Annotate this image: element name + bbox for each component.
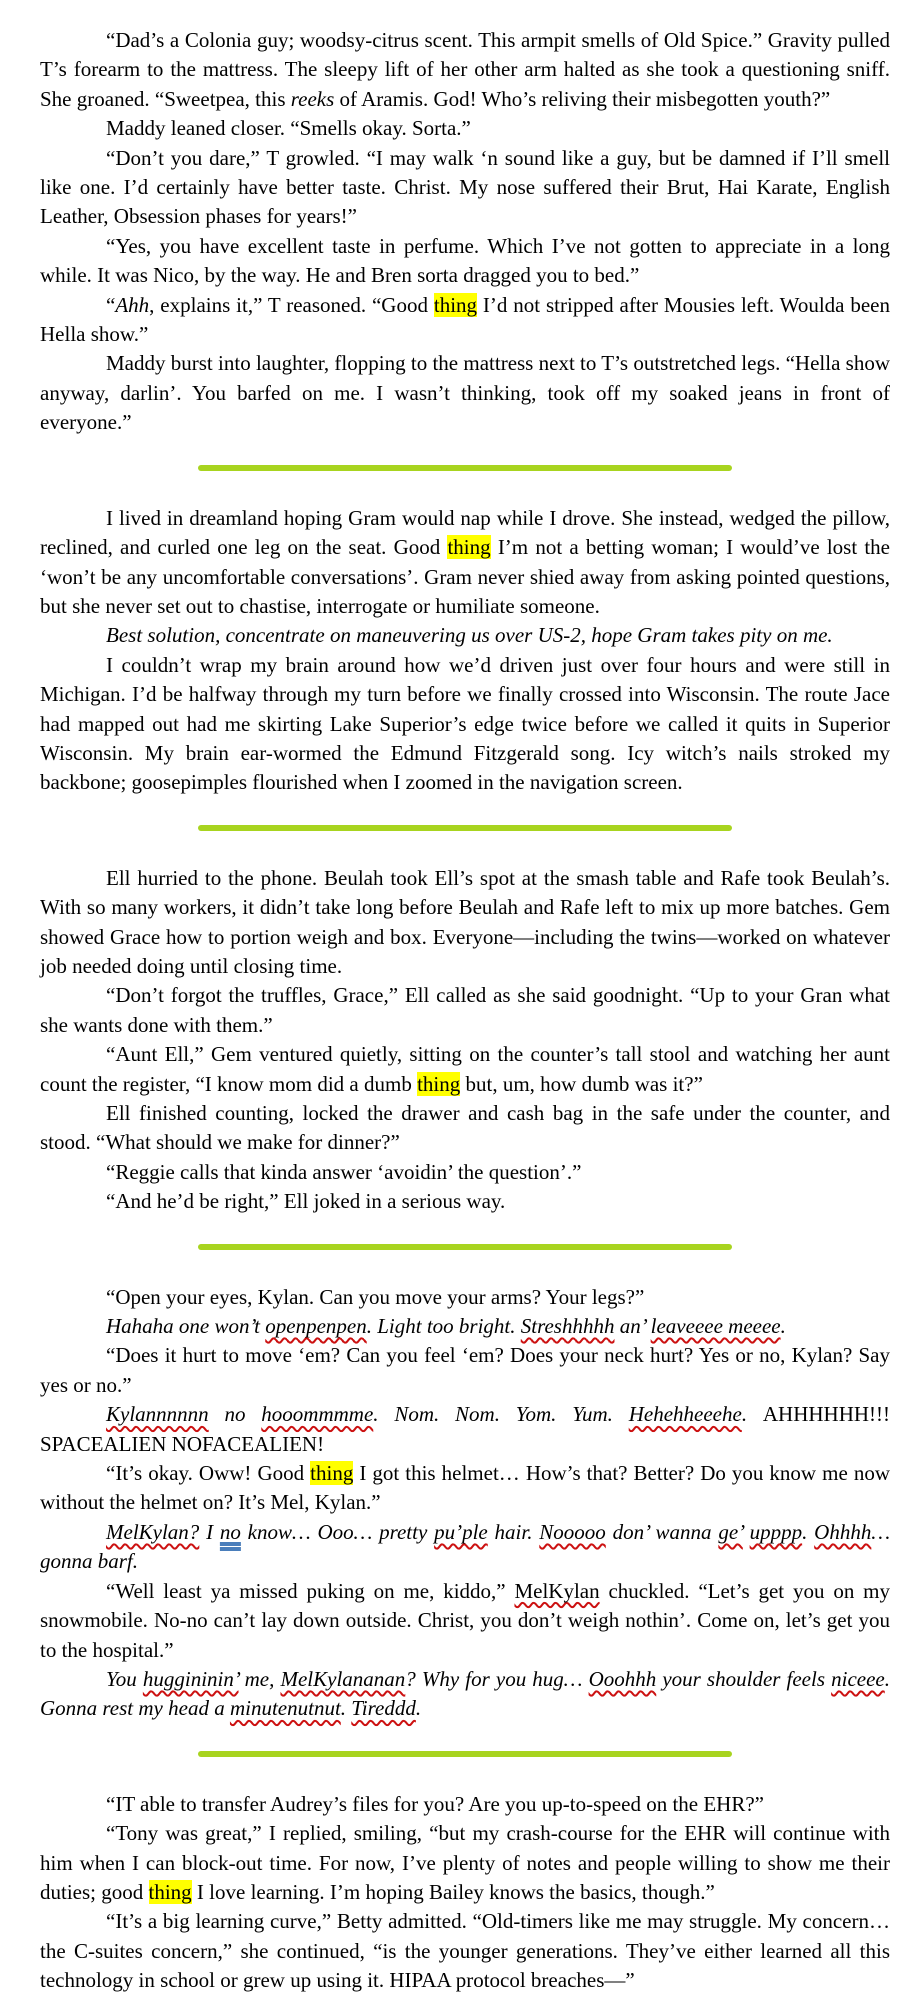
highlighted-term: thing bbox=[310, 1461, 354, 1486]
paragraph bbox=[40, 1518, 890, 1577]
text-run: “Don’t forgot the truffles, Grace,” Ell called as she said goodnight. “Up to your Gran what she wants done with them.” bbox=[40, 983, 890, 1037]
paragraph bbox=[40, 1577, 890, 1665]
misspelled-word: leaveeee meeee bbox=[650, 1314, 781, 1339]
paragraph bbox=[40, 232, 890, 291]
paragraph bbox=[40, 1283, 890, 1312]
text-run: Hahaha one won’t bbox=[106, 1314, 266, 1339]
text-run: . bbox=[415, 1696, 422, 1721]
paragraph bbox=[40, 1459, 890, 1518]
text-run: hair. bbox=[487, 1519, 540, 1544]
text-run: “Yes, you have excellent taste in perfume. Which I’ve not gotten to appreciate in a long while. It was Nico, by the way. He and Bren sorta dragged you to bed.” bbox=[40, 233, 890, 288]
paragraph bbox=[40, 349, 890, 437]
paragraph bbox=[40, 1040, 890, 1099]
section-divider bbox=[198, 1244, 732, 1250]
misspelled-word: openpenpen bbox=[265, 1314, 367, 1339]
text-run: “Don’t you dare,” T growled. “I may walk ‘n sound like a guy, but be damned if I’ll smell like one. I’d certainly have better taste. Christ. My nose suffered their Brut, Hai Karate, English Leather, Obsession phases for years!” bbox=[40, 145, 890, 229]
text-run: an’ bbox=[614, 1314, 651, 1339]
text-run: reeks bbox=[290, 86, 335, 111]
highlighted-term: thing bbox=[417, 1071, 461, 1096]
paragraph bbox=[40, 1819, 890, 1907]
paragraph bbox=[40, 1790, 890, 1819]
highlighted-term: thing bbox=[433, 292, 478, 317]
paragraph bbox=[40, 1187, 890, 1216]
paragraph bbox=[40, 1341, 890, 1400]
text-run: I bbox=[199, 1519, 220, 1544]
highlighted-term: thing bbox=[447, 535, 491, 560]
text-run: “Aunt Ell,” Gem ventured quietly, sitting on the counter’s tall stool and watching her aunt count the register, “I know mom did a dumb bbox=[40, 1042, 890, 1096]
grammar-flagged-word: no bbox=[219, 1519, 241, 1544]
section-divider bbox=[198, 465, 732, 471]
misspelled-word: upppp bbox=[749, 1519, 803, 1544]
misspelled-word: MelKylan? bbox=[106, 1519, 200, 1544]
text-run bbox=[743, 1520, 750, 1544]
section-divider bbox=[198, 825, 732, 831]
highlighted-term: thing bbox=[148, 1879, 192, 1904]
text-run: You bbox=[106, 1666, 143, 1691]
text-run: . bbox=[340, 1696, 352, 1721]
misspelled-word: niceee bbox=[831, 1666, 885, 1691]
text-run: I couldn’t wrap my brain around how we’d driven just over four hours and were still in Michigan. I’d be halfway through my turn before we finally crossed into Wisconsin. The route Jace had mapped out had me skirting Lake Superior’s edge twice before we called it quits in Superior Wisconsin. My brain ear-wormed the Edmund Fitzgerald song. Icy witch’s nails stroked my backbone; goosepimples flourished when I zoomed in the navigation screen. bbox=[40, 652, 890, 795]
text-run: “IT able to transfer Audrey’s files for you? Are you up-to-speed on the EHR?” bbox=[106, 1791, 764, 1816]
paragraph bbox=[40, 1099, 890, 1158]
text-run: AHHHHHH!!! SPACEALIEN NOFACEALIEN! bbox=[40, 1402, 891, 1456]
paragraph bbox=[40, 114, 890, 143]
misspelled-word: Ooohhh bbox=[588, 1666, 657, 1691]
misspelled-word: minutenutnut bbox=[229, 1696, 341, 1721]
text-run: Maddy burst into laughter, flopping to the mattress next to T’s outstretched legs. “Hella show anyway, darlin’. You barfed on me. I wasn’t thinking, took off my soaked jeans in front of everyone.” bbox=[40, 351, 890, 435]
text-run: . bbox=[802, 1519, 815, 1544]
paragraph bbox=[40, 1400, 890, 1459]
text-run: “It’s okay. Oww! Good bbox=[106, 1461, 311, 1486]
text-run: “Reggie calls that kinda answer ‘avoidin’ the question’.” bbox=[106, 1159, 582, 1184]
text-run: “Open your eyes, Kylan. Can you move your arms? Your legs?” bbox=[106, 1284, 645, 1309]
section-3 bbox=[40, 864, 890, 1217]
paragraph bbox=[40, 1158, 890, 1187]
text-run: me, bbox=[238, 1666, 281, 1691]
text-run: . Nom. Nom. Yom. Yum. bbox=[373, 1402, 629, 1427]
misspelled-word: Ohhhh bbox=[814, 1519, 872, 1544]
text-run: ? Why for you hug… bbox=[405, 1666, 589, 1691]
text-run: I love learning. I’m hoping Bailey knows the basics, though.” bbox=[191, 1879, 715, 1904]
text-run: Maddy leaned closer. “Smells okay. Sorta.” bbox=[106, 116, 471, 141]
text-run: “ bbox=[106, 292, 116, 317]
paragraph bbox=[40, 1665, 890, 1724]
text-run: your shoulder feels bbox=[656, 1666, 832, 1691]
misspelled-word: MelKylananan bbox=[280, 1666, 406, 1691]
text-run: “And he’d be right,” Ell joked in a serious way. bbox=[106, 1189, 506, 1214]
text-run: “Tony was great,” I replied, smiling, “but my crash-course for the EHR will continue with him when I can block-out time. For now, I’ve plenty of notes and people willing to show me their duties; good bbox=[40, 1821, 890, 1904]
misspelled-word: hooommmme bbox=[261, 1402, 374, 1427]
text-run: . Light too bright. bbox=[366, 1314, 521, 1339]
text-run: “Well least ya missed puking on me, kiddo,” bbox=[106, 1578, 515, 1603]
misspelled-word: Nooooo bbox=[539, 1519, 606, 1544]
paragraph bbox=[40, 1312, 890, 1341]
section-5 bbox=[40, 1790, 890, 1996]
paragraph bbox=[40, 1907, 890, 1995]
text-run: I got this helmet… How’s that? Better? Do you know me now without the helmet on? It’s Mel, Kylan.” bbox=[40, 1461, 890, 1515]
text-run: Best solution, concentrate on maneuvering us over US-2, hope Gram takes pity on me. bbox=[106, 623, 833, 648]
text-run: I lived in dreamland hoping Gram would nap while I drove. She instead, wedged the pillow, reclined, and curled one leg on the seat. Good bbox=[40, 505, 890, 560]
section-1 bbox=[40, 26, 890, 438]
text-run: “Does it hurt to move ‘em? Can you feel ‘em? Does your neck hurt? Yes or no, Kylan? Say yes or no.” bbox=[40, 1343, 890, 1397]
text-run: Ahh bbox=[115, 292, 150, 317]
misspelled-word: Hehehheeehe bbox=[628, 1402, 742, 1427]
text-run: I’m not a betting woman; I would’ve lost the ‘won’t be any uncomfortable conversations’. Gram never shied away from asking pointed questions, but she never set out to chastise, interrogate or humiliate someone. bbox=[40, 535, 890, 618]
text-run: “It’s a big learning curve,” Betty admitted. “Old-timers like me may struggle. My concern… the C-suites concern,” she continued, “is the younger generations. They’ve either learned all this technology in school or grew up using it. HIPAA protocol breaches—” bbox=[40, 1909, 890, 1993]
text-run: . bbox=[741, 1402, 763, 1427]
section-2 bbox=[40, 504, 890, 798]
text-run: of Aramis. God! Who’s reliving their misbegotten youth?” bbox=[334, 86, 831, 111]
paragraph bbox=[40, 291, 890, 350]
misspelled-word: pu’ple bbox=[434, 1519, 488, 1544]
paragraph bbox=[40, 26, 890, 114]
misspelled-word: Streshhhhh bbox=[520, 1314, 615, 1339]
paragraph bbox=[40, 864, 890, 982]
text-run: don’ wanna bbox=[605, 1519, 719, 1544]
paragraph bbox=[40, 621, 890, 650]
text-run: no bbox=[208, 1402, 262, 1427]
text-run: . Gonna rest my head a bbox=[40, 1666, 890, 1721]
text-run: I’d not stripped after Mousies left. Woulda been Hella show.” bbox=[40, 292, 890, 347]
text-run: . bbox=[780, 1314, 786, 1339]
misspelled-word: Kylannnnnn bbox=[106, 1402, 209, 1427]
text-run: “Dad’s a Colonia guy; woodsy-citrus scent. This armpit smells of Old Spice.” Gravity pulled T’s forearm to the mattress. The sleepy lift of her other arm halted as she took a questioning sniff. She groaned. “Sweetpea, this bbox=[40, 28, 890, 111]
text-run: know… Ooo… pretty bbox=[240, 1519, 435, 1544]
text-run: Ell finished counting, locked the drawer and cash bag in the safe under the counter, and stood. “What should we make for dinner?” bbox=[40, 1101, 890, 1155]
text-run: … gonna barf. bbox=[40, 1519, 891, 1574]
misspelled-word: Tireddd bbox=[351, 1696, 416, 1721]
section-divider bbox=[198, 1751, 732, 1757]
paragraph bbox=[40, 651, 890, 798]
paragraph bbox=[40, 144, 890, 232]
text-run: but, um, how dumb was it?” bbox=[460, 1071, 703, 1096]
paragraph bbox=[40, 981, 890, 1040]
text-run: chuckled. “Let’s get you on my snowmobile. No-no can’t lay down outside. Christ, you don’t weigh nothin’. Come on, let’s get you to the hospital.” bbox=[40, 1578, 890, 1662]
section-4 bbox=[40, 1283, 890, 1724]
misspelled-word: ge’ bbox=[718, 1519, 743, 1544]
text-run: Ell hurried to the phone. Beulah took Ell’s spot at the smash table and Rafe took Beulah’s. With so many workers, it didn’t take long before Beulah and Rafe left to mix up more batches. Gem showed Grace how to portion weigh and box. Everyone—including the twins—worked on whatever job needed doing until closing time. bbox=[40, 865, 890, 978]
text-run: , explains it,” T reasoned. “Good bbox=[149, 292, 434, 317]
paragraph bbox=[40, 504, 890, 622]
misspelled-word: huggininin’ bbox=[142, 1666, 239, 1691]
misspelled-word: MelKylan bbox=[514, 1578, 600, 1603]
